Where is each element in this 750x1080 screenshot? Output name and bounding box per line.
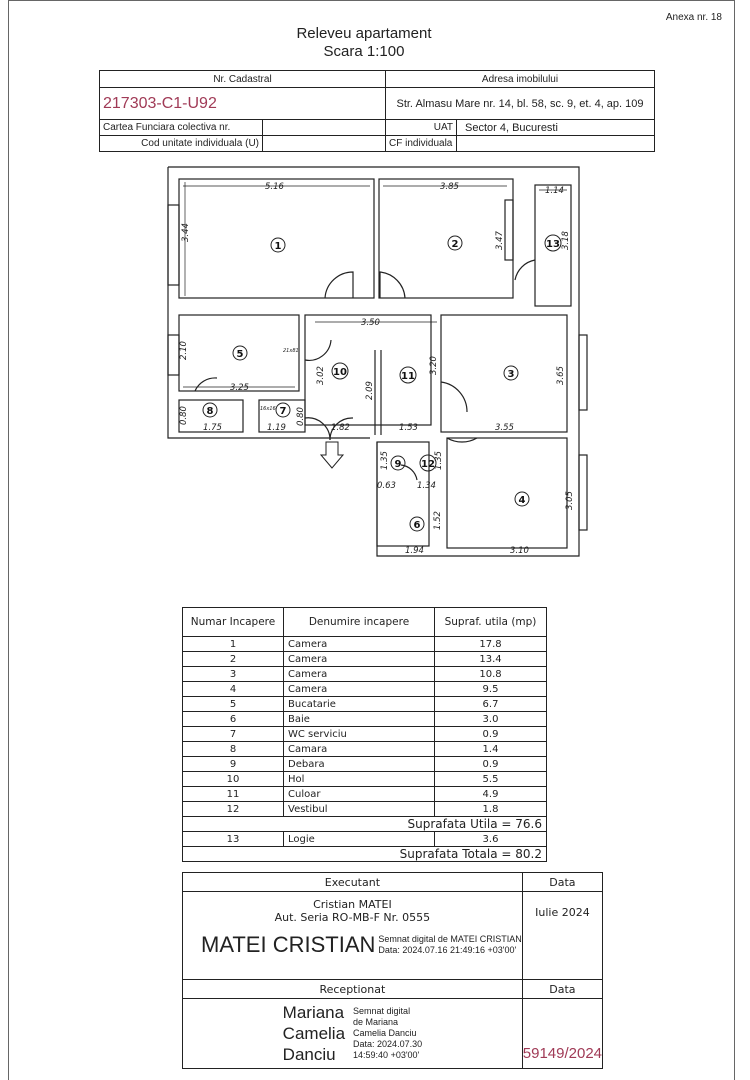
svg-text:3: 3 — [507, 369, 515, 380]
svg-text:9: 9 — [394, 459, 402, 470]
page-title: Releveu apartament — [296, 25, 432, 42]
svg-text:0.63: 0.63 — [377, 481, 396, 491]
address-label: Adresa imobilului — [386, 71, 655, 88]
svg-text:1.53: 1.53 — [399, 423, 418, 433]
svg-text:1.19: 1.19 — [267, 423, 286, 433]
svg-text:7: 7 — [279, 406, 287, 417]
table-row: 4 Camera 9.5 — [183, 682, 547, 697]
svg-text:6: 6 — [413, 520, 421, 531]
svg-text:3.44: 3.44 — [181, 223, 191, 242]
received-label: Receptionat — [183, 980, 523, 999]
svg-text:4: 4 — [518, 495, 526, 506]
svg-text:3.65: 3.65 — [556, 366, 566, 385]
uat-label: UAT — [386, 120, 457, 136]
svg-text:0.80: 0.80 — [179, 406, 189, 425]
cf-individual-value — [457, 136, 655, 152]
total-area: Suprafata Totala = 80.2 — [183, 847, 547, 862]
annex-label: Anexa nr. 18 — [665, 12, 722, 23]
cf-collective-label: Cartea Funciara colectiva nr. — [100, 120, 263, 136]
svg-text:1.35: 1.35 — [434, 451, 444, 470]
table-row: 7 WC serviciu 0.9 — [183, 727, 547, 742]
svg-text:3.47: 3.47 — [495, 231, 505, 250]
received-date-label: Data — [522, 980, 602, 999]
svg-text:3.25: 3.25 — [230, 383, 249, 393]
floor-plan — [155, 160, 595, 560]
table-row: 5 Bucatarie 6.7 — [183, 697, 547, 712]
table-row: 2 Camera 13.4 — [183, 652, 547, 667]
svg-text:5.16: 5.16 — [265, 182, 284, 192]
executant-label: Executant — [183, 873, 523, 892]
svg-text:12: 12 — [421, 459, 435, 470]
table-row: 1 Camera 17.8 — [183, 637, 547, 652]
svg-text:2.10: 2.10 — [179, 341, 189, 360]
svg-text:1.52: 1.52 — [433, 511, 443, 530]
table-row: 9 Debara 0.9 — [183, 757, 547, 772]
scale-label: Scara 1:100 — [323, 43, 405, 60]
svg-text:3.05: 3.05 — [565, 491, 575, 510]
svg-text:1.14: 1.14 — [545, 186, 564, 196]
svg-text:1.35: 1.35 — [380, 451, 390, 470]
svg-text:16x16: 16x16 — [260, 406, 276, 412]
table-row: 6 Baie 3.0 — [183, 712, 547, 727]
executant-name: Cristian MATEI — [313, 898, 392, 911]
executant-signature-details: Semnat digital de MATEI CRISTIAN Data: 2024.07.16 21:49:16 +03'00' — [378, 934, 522, 955]
cf-collective-value — [263, 120, 386, 136]
svg-text:10: 10 — [333, 367, 347, 378]
useful-area-total: Suprafata Utila = 76.6 — [183, 817, 547, 832]
table-row: 10 Hol 5.5 — [183, 772, 547, 787]
executant-date: Iulie 2024 — [522, 892, 602, 980]
svg-text:2: 2 — [451, 239, 459, 250]
svg-text:5: 5 — [236, 349, 244, 360]
registration-number: 59149/2024 — [522, 999, 602, 1069]
uat-value: Sector 4, Bucuresti — [457, 120, 655, 136]
executant-date-label: Data — [522, 873, 602, 892]
svg-text:0.80: 0.80 — [296, 407, 306, 426]
executant-authorization: Aut. Seria RO-MB-F Nr. 0555 — [274, 911, 431, 924]
col-header-number: Numar Incapere — [183, 608, 284, 637]
received-signature-details: Semnat digital de Mariana Camelia Danciu Data: 2024.07.30 14:59:40 +03'00' — [353, 1006, 423, 1060]
table-row: 8 Camara 1.4 — [183, 742, 547, 757]
received-block — [183, 999, 523, 1069]
property-header-table — [99, 70, 655, 152]
svg-text:11: 11 — [401, 371, 415, 382]
svg-text:1.94: 1.94 — [405, 546, 424, 556]
svg-text:3.10: 3.10 — [510, 546, 529, 556]
col-header-area: Supraf. utila (mp) — [435, 608, 547, 637]
svg-text:1.34: 1.34 — [417, 481, 436, 491]
signatures-table — [182, 872, 603, 1069]
rooms-table — [182, 607, 547, 862]
svg-text:3.20: 3.20 — [429, 356, 439, 375]
svg-text:3.50: 3.50 — [361, 318, 380, 328]
cadastral-value: 217303-C1-U92 — [100, 88, 386, 120]
table-row: 11 Culoar 4.9 — [183, 787, 547, 802]
svg-text:1.75: 1.75 — [203, 423, 222, 433]
svg-text:3.02: 3.02 — [316, 366, 326, 385]
table-row: 12 Vestibul 1.8 — [183, 802, 547, 817]
svg-text:1.82: 1.82 — [331, 423, 350, 433]
table-row: 3 Camera 10.8 — [183, 667, 547, 682]
received-name: Mariana Camelia Danciu — [282, 1003, 346, 1064]
executant-signature-name: MATEI CRISTIAN — [201, 932, 376, 957]
svg-text:2.09: 2.09 — [365, 381, 375, 400]
svg-text:21x81: 21x81 — [283, 348, 299, 354]
svg-text:1: 1 — [274, 241, 282, 252]
table-row: 13 Logie 3.6 — [183, 832, 547, 847]
unit-code-label: Cod unitate individuala (U) — [100, 136, 263, 152]
col-header-name: Denumire incapere — [284, 608, 435, 637]
executant-block — [183, 892, 523, 980]
cadastral-label: Nr. Cadastral — [100, 71, 386, 88]
svg-text:3.18: 3.18 — [561, 231, 571, 250]
svg-text:13: 13 — [546, 239, 560, 250]
svg-text:8: 8 — [206, 406, 214, 417]
address-value: Str. Almasu Mare nr. 14, bl. 58, sc. 9, et. 4, ap. 109 — [386, 88, 655, 120]
svg-text:3.85: 3.85 — [440, 182, 459, 192]
cf-individual-label: CF individuala — [386, 136, 457, 152]
svg-text:3.55: 3.55 — [495, 423, 514, 433]
unit-code-value — [263, 136, 386, 152]
